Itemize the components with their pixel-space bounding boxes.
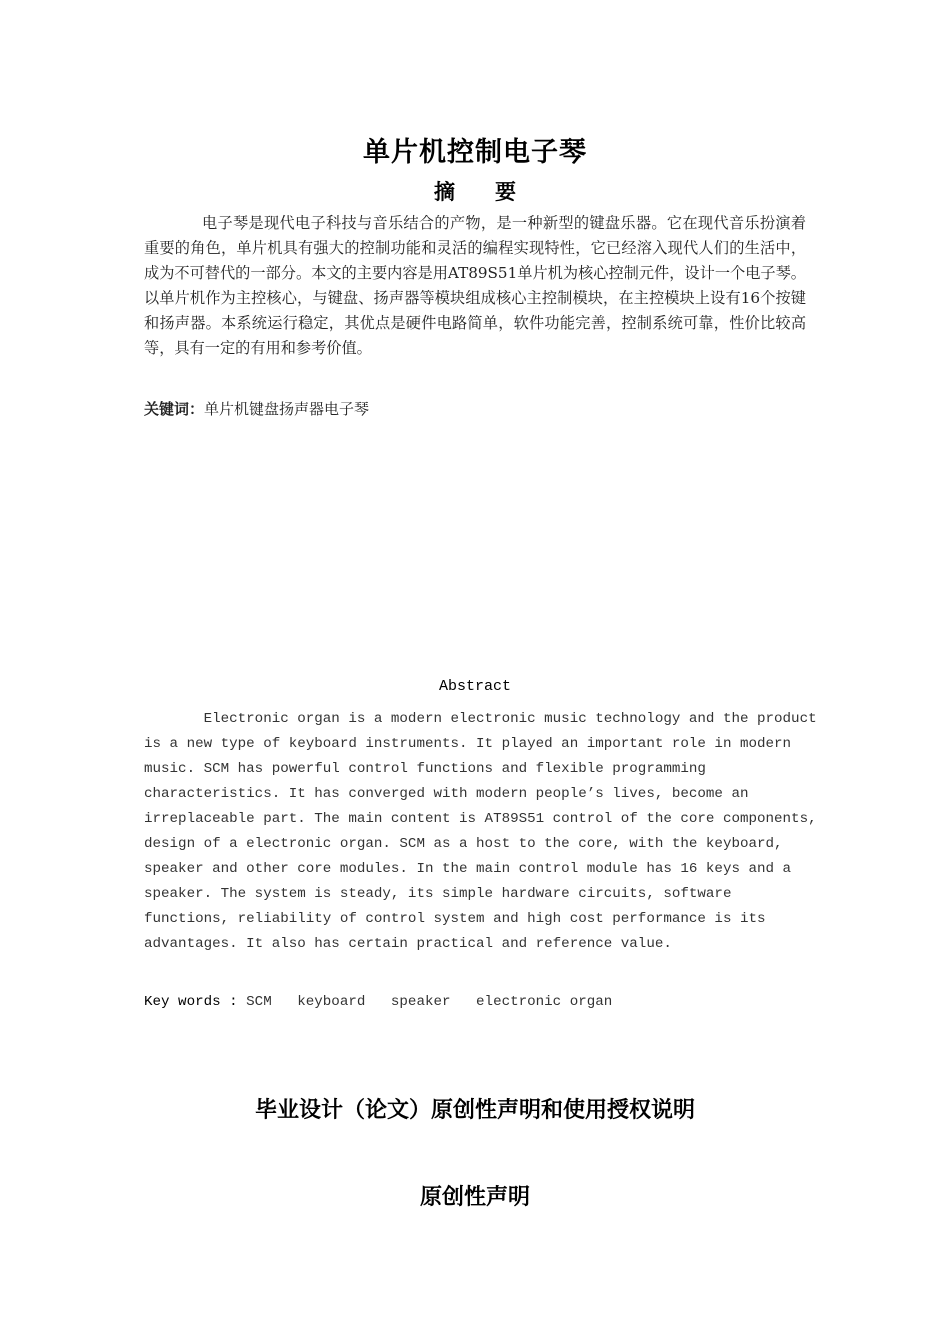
document-title: 单片机控制电子琴 [363, 137, 587, 168]
abstract-en-line: speaker and other core modules. In the main control module has 16 keys and a [144, 861, 792, 877]
keywords-en [144, 994, 612, 1010]
declaration-title: 毕业设计（论文）原创性声明和使用授权说明 [254, 1098, 695, 1123]
keywords-en-label: Key words : [144, 994, 247, 1010]
abstract-cn-heading-right: 要 [495, 180, 516, 204]
abstract-en-line: design of a electronic organ. SCM as a host to the core, with the keyboard, [144, 836, 783, 852]
keywords-cn [144, 398, 369, 419]
abstract-en-body [144, 707, 817, 957]
abstract-en-line: Electronic organ is a modern electronic music technology and the product [144, 711, 817, 727]
abstract-en-heading: Abstract [438, 678, 511, 695]
abstract-en-line: speaker. The system is steady, its simple hardware circuits, software [144, 886, 732, 902]
abstract-en-line: advantages. It also has certain practical and reference value. [144, 936, 672, 952]
abstract-cn-body: 电子琴是现代电子科技与音乐结合的产物，是一种新型的键盘乐器。它在现代音乐扮演着重要的角色，单片机具有强大的控制功能和灵活的编程实现特性，它已经溶入现代人们的生活中，成为不可替代的一部分。本文的主要内容是用AT89S51单片机为核心控制元件，设计一个电子琴。以单片机作为主控核心，与键盘、扬声器等模块组成核心主控制模块，在主控模块上设有16个按键和扬声器。本系统运行稳定，其优点是硬件电路简单，软件功能完善，控制系统可靠，性价比较高等，具有一定的有用和参考价值。 [144, 214, 806, 357]
abstract-en-line: is a new type of keyboard instruments. It played an important role in modern [144, 736, 792, 752]
keywords-en-value: SCM keyboard speaker electronic organ [246, 994, 613, 1010]
abstract-en-line: characteristics. It has converged with modern people’s lives, become an [144, 786, 749, 802]
abstract-cn-heading [0, 176, 950, 206]
abstract-cn-heading-left: 摘 [434, 180, 455, 204]
abstract-en-line: irreplaceable part. The main content is AT89S51 control of the core components, [144, 811, 817, 827]
originality-title: 原创性声明 [419, 1185, 530, 1210]
keywords-cn-value: 单片机键盘扬声器电子琴 [204, 400, 370, 418]
abstract-en-line: functions, reliability of control system and high cost performance is its [144, 911, 766, 927]
keywords-cn-label: 关键词： [144, 400, 205, 418]
abstract-en-line: music. SCM has powerful control functions and flexible programming [144, 761, 706, 777]
